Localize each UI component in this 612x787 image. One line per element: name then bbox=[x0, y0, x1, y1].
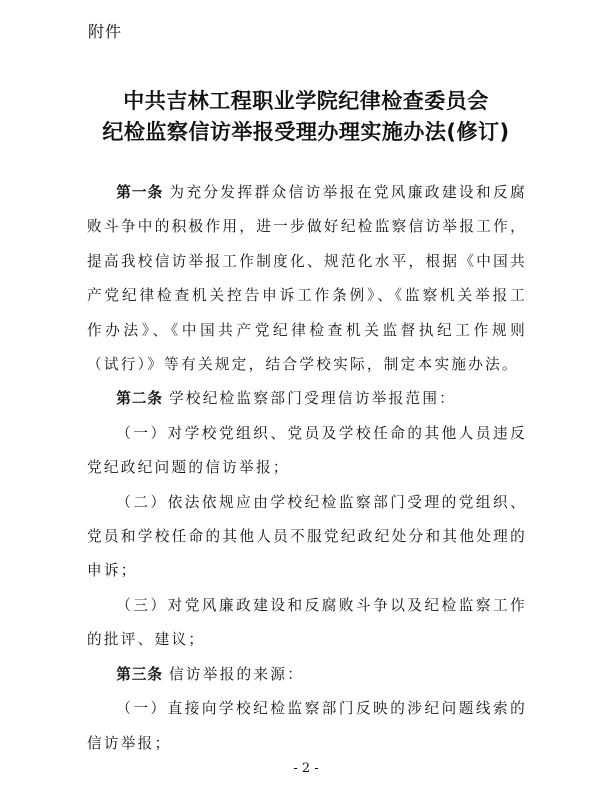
article-2-label: 第二条 bbox=[116, 390, 163, 408]
article-3-text: 信访举报的来源： bbox=[168, 665, 305, 683]
article-1 bbox=[87, 176, 527, 382]
article-2-text: 学校纪检监察部门受理信访举报范围： bbox=[168, 390, 457, 408]
article-1-text: 为充分发挥群众信访举报在党风廉政建设和反腐败斗争中的积极作用，进一步做好纪检监察信访举报工作，提高我校信访举报工作制度化、规范化水平，根据《中国共产党纪律检查机关控告申诉工作条例》、《监察机关举报工作办法》、《中国共产党纪律检查机关监督执纪工作规则（试行）》等有关规定，结合学校实际，制定本实施办法。 bbox=[87, 184, 527, 374]
document-title-line-1: 中共吉林工程职业学院纪律检查委员会 bbox=[123, 89, 489, 113]
article-1-label: 第一条 bbox=[116, 184, 164, 201]
article-2-item-3: （三）对党风廉政建设和反腐败斗争以及纪检监察工作的批评、建议； bbox=[87, 596, 527, 649]
page-number: - 2 - bbox=[293, 761, 319, 776]
document-title-line-2: 纪检监察信访举报受理办理实施办法(修订) bbox=[102, 120, 510, 144]
article-2 bbox=[87, 382, 527, 416]
attachment-label: 附件 bbox=[88, 22, 123, 41]
article-2-item-1: （一）对学校党组织、党员及学校任命的其他人员违反党纪政纪问题的信访举报； bbox=[87, 424, 527, 477]
article-3 bbox=[87, 658, 527, 692]
article-2-item-2: （二）依法依规应由学校纪检监察部门受理的党组织、党员和学校任命的其他人员不服党纪政纪处分和其他处理的申诉； bbox=[87, 493, 527, 580]
article-3-item-1: （一）直接向学校纪检监察部门反映的涉纪问题线索的信访举报； bbox=[87, 700, 527, 752]
document-body bbox=[87, 176, 527, 761]
article-3-label: 第三条 bbox=[116, 665, 163, 683]
